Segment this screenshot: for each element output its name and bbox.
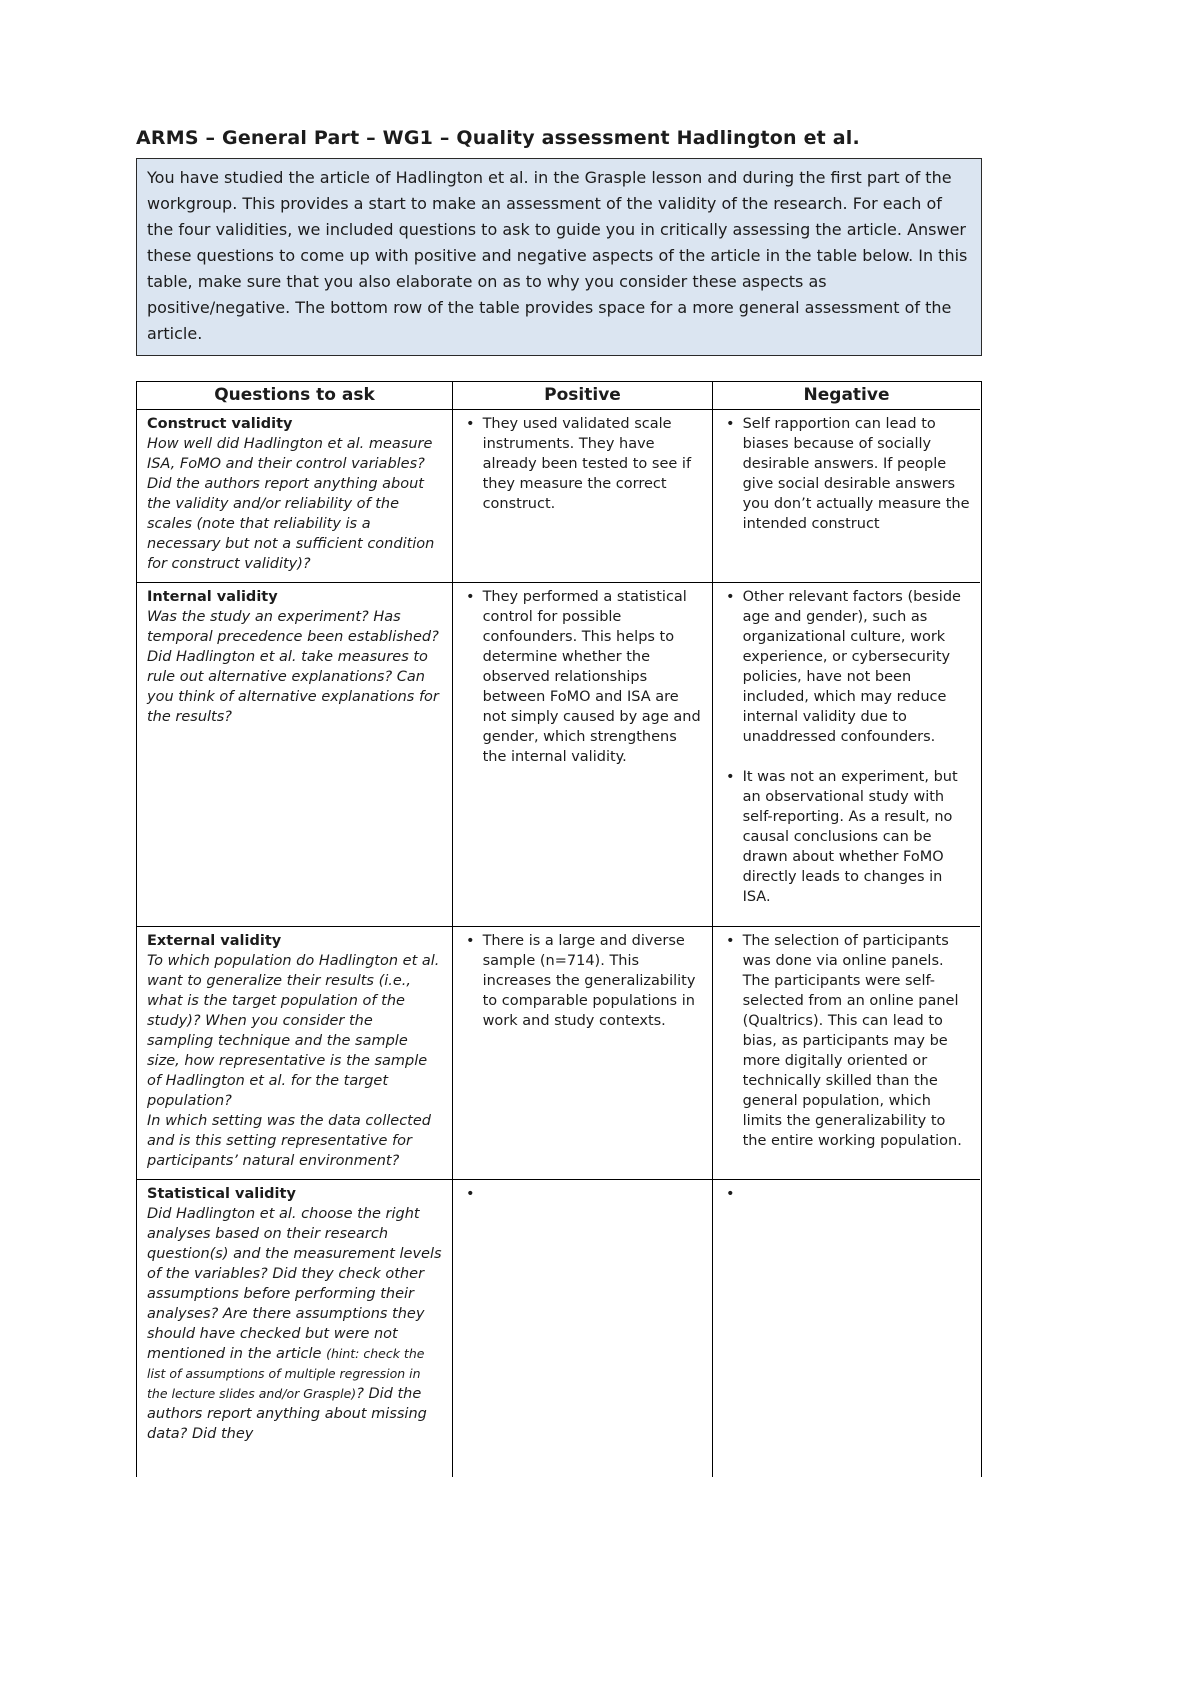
- negative-bullet: [723, 767, 970, 907]
- question-heading: Internal validity: [147, 589, 278, 605]
- question-text: How well did Hadlington et al. measure ISA, FoMO and their control variables? Did the authors report anything about the validity and/or reliability of the scales (note that reliability is a necessary but not a sufficient condition for construct validity)?: [147, 436, 435, 572]
- bullet-text: • It was not an experiment, but an observational study with self-reporting. As a result, no causal conclusions can be drawn about whether FoMO directly leads to changes in ISA.: [742, 769, 958, 905]
- question-text-second: In which setting was the data collected and is this setting representative for participants’ natural environment?: [147, 1113, 431, 1169]
- document-page: [136, 127, 982, 1477]
- question-text-tail: ? Did the authors report anything about missing data? Did they: [147, 1386, 427, 1442]
- positive-bullet: [463, 931, 702, 1031]
- bullet-text: • Self rapportion can lead to biases because of socially desirable answers. If people give social desirable answers you don’t actually measure the intended construct: [742, 416, 970, 532]
- intro-paragraph: You have studied the article of Hadlington et al. in the Grasple lesson and during the first part of the workgroup. This provides a start to make an assessment of the validity of the research. For each of the four validities, we included questions to ask to guide you in critically assessing the article. Answer these questions to come up with positive and negative aspects of the article in the table below. In this table, make sure that you also elaborate on as to why you consider these aspects as positive/negative. The bottom row of the table provides space for a more general assessment of the article.: [136, 158, 982, 356]
- construct-question-cell: [137, 409, 452, 582]
- header-questions-to-ask: Questions to ask: [214, 385, 375, 405]
- negative-bullet: [723, 587, 970, 747]
- positive-bullet: [463, 587, 702, 767]
- internal-positive-cell: [452, 582, 712, 926]
- statistical-positive-cell: [452, 1179, 712, 1477]
- bullet-text: • They used validated scale instruments. They have already been tested to see if they measure the correct construct.: [482, 416, 692, 512]
- positive-bullet: [463, 414, 702, 514]
- construct-positive-cell: [452, 409, 712, 582]
- positive-bullet-empty: [463, 1184, 702, 1204]
- construct-negative-cell: [712, 409, 980, 582]
- bullet-text: • The selection of participants was done via online panels. The participants were self-selected from an online panel (Qualtrics). This can lead to bias, as participants may be more digitally oriented or technically skilled than the general population, which limits the generalizability to the entire working population.: [742, 933, 962, 1149]
- bullet-text: • Other relevant factors (beside age and gender), such as organizational culture, work experience, or cybersecurity policies, have not been included, which may reduce internal validity due to unaddressed confounders.: [742, 589, 961, 745]
- bullet-text: • There is a large and diverse sample (n=714). This increases the generalizability to comparable populations in work and study contexts.: [482, 933, 696, 1029]
- question-text: [147, 1204, 442, 1444]
- external-negative-cell: [712, 926, 980, 1179]
- internal-negative-cell: [712, 582, 980, 926]
- question-text: Was the study an experiment? Has temporal precedence been established? Did Hadlington et al. take measures to rule out alternative explanations? Can you think of alternative explanations for the results?: [147, 609, 439, 725]
- question-heading: External validity: [147, 933, 282, 949]
- internal-question-cell: [137, 582, 452, 926]
- header-negative: Negative: [712, 382, 980, 409]
- bullet-text: • They performed a statistical control for possible confounders. This helps to determine whether the observed relationships between FoMO and ISA are not simply caused by age and gender, which strengthens the internal validity.: [482, 589, 701, 765]
- negative-bullet: [723, 931, 970, 1151]
- table-header-row: [137, 382, 981, 409]
- statistical-question-cell: [137, 1179, 452, 1477]
- statistical-negative-cell: [712, 1179, 980, 1477]
- row-external-validity: [137, 926, 981, 1179]
- document-title: ARMS – General Part – WG1 – Quality assessment Hadlington et al.: [136, 127, 860, 149]
- header-positive: Positive: [452, 382, 712, 409]
- external-positive-cell: [452, 926, 712, 1179]
- question-heading: Statistical validity: [147, 1186, 296, 1202]
- question-text-hint: (hint: check the list of assumptions of multiple regression in the lecture slides and/or Grasple): [147, 1346, 425, 1401]
- question-text-main: Did Hadlington et al. choose the right analyses based on their research question(s) and the measurement levels of the variables? Did they check other assumptions before performing their analyses? Are there assumptions they should have checked but were not mentioned in the article: [147, 1206, 442, 1362]
- assessment-table: [136, 381, 982, 1477]
- external-question-cell: [137, 926, 452, 1179]
- row-internal-validity: [137, 582, 981, 926]
- row-statistical-validity: [137, 1179, 981, 1477]
- negative-bullet: [723, 414, 970, 534]
- negative-bullet-empty: [723, 1184, 970, 1204]
- question-text: To which population do Hadlington et al. want to generalize their results (i.e., what is the target population of the study)? When you consider the sampling technique and the sample size, how representative is the sample of Hadlington et al. for the target population?: [147, 953, 440, 1109]
- row-construct-validity: [137, 409, 981, 582]
- question-heading: Construct validity: [147, 416, 293, 432]
